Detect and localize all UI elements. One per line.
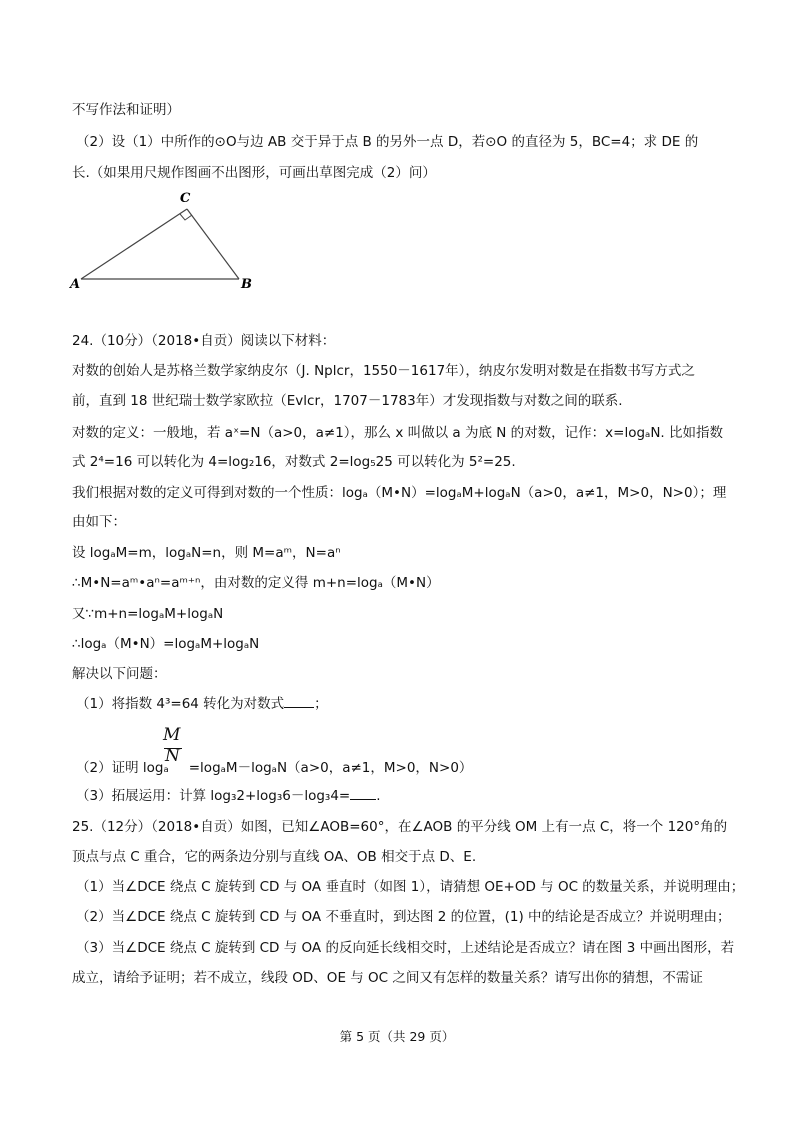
triangle-figure [66, 186, 266, 292]
text-line: 由如下： [72, 514, 126, 530]
subquestion-3 [76, 786, 381, 806]
text-line: 解决以下问题： [72, 666, 167, 682]
subquestion-2-text: =logₐM－logₐN（a>0，a≠1，M>0，N>0） [188, 760, 473, 776]
question-24-heading: 24.（10分）（2018•自贡）阅读以下材料： [72, 333, 336, 349]
subquestion-1-end: ； [314, 696, 328, 712]
text-line: 设 logₐM=m，logₐN=n，则 M=aᵐ，N=aⁿ [72, 545, 341, 561]
text-line: 对数的创始人是苏格兰数学家纳皮尔（J. Nplcr，1550－1617年），纳皮尔发明对数是在指数书写方式之 [72, 363, 695, 379]
text-line: 又∵m+n=logₐM+logₐN [72, 606, 224, 622]
text-line: ∴logₐ（M•N）=logₐM+logₐN [72, 636, 260, 652]
text-line: 成立，请给予证明；若不成立，线段 OD、OE 与 OC 之间又有怎样的数量关系？请写出你的猜想，不需证 [72, 970, 703, 986]
label-c: C [180, 191, 191, 206]
question-25-heading: 25.（12分）（2018•自贡）如图，已知∠AOB=60°，在∠AOB 的平分线 OM 上有一点 C，将一个 120°角的 [72, 819, 728, 835]
text-line: 对数的定义：一般地，若 aˣ=N（a>0，a≠1），那么 x 叫做以 a 为底 N 的对数，记作：x=logₐN. 比如指数 [72, 425, 724, 441]
subquestion-3-text: （3）拓展运用：计算 log₃2+log₃6－log₃4= [76, 788, 351, 804]
text-line: ∴M•N=aᵐ•aⁿ=aᵐ⁺ⁿ，由对数的定义得 m+n=logₐ（M•N） [72, 575, 440, 591]
subquestion-3-end: . [376, 788, 381, 804]
fraction-numerator: M [163, 725, 181, 745]
answer-blank-3[interactable] [350, 787, 376, 800]
text-line: （2）设（1）中所作的⊙O与边 AB 交于异于点 B 的另外一点 D，若⊙O 的直径为 5，BC=4；求 DE 的 [76, 134, 699, 150]
text-line: 不写作法和证明） [72, 102, 180, 118]
fraction-denominator: N [165, 746, 180, 766]
subquestion-1-text: （1）将指数 4³=64 转化为对数式 [76, 696, 285, 712]
text-line: 我们根据对数的定义可得到对数的一个性质：logₐ（M•N）=logₐM+logₐN（a>0，a≠1，M>0，N>0）；理 [72, 485, 727, 501]
subquestion-1 [76, 694, 328, 714]
text-line: （2）当∠DCE 绕点 C 旋转到 CD 与 OA 不垂直时，到达图 2 的位置，(1) 中的结论是否成立？并说明理由； [76, 909, 731, 925]
page-footer: 第 5 页（共 29 页） [339, 1029, 455, 1044]
right-angle-mark [180, 214, 192, 220]
text-line: 式 2⁴=16 可以转化为 4=log₂16，对数式 2=log₅25 可以转化为 5²=25. [72, 454, 516, 470]
subquestion-2-prefix: （2）证明 logₐ [76, 760, 169, 776]
subquestion-2 [76, 758, 472, 778]
text-line: 长.（如果用尺规作图画不出图形，可画出草图完成（2）问） [72, 165, 436, 181]
text-line: （3）当∠DCE 绕点 C 旋转到 CD 与 OA 的反向延长线相交时，上述结论是否成立？请在图 3 中画出图形，若 [76, 940, 735, 956]
text-line: 顶点与点 C 重合，它的两条边分别与直线 OA、OB 相交于点 D、E. [72, 849, 477, 865]
label-b: B [241, 277, 252, 292]
answer-blank-1[interactable] [284, 695, 314, 708]
label-a: A [70, 277, 81, 292]
side-bc [187, 209, 239, 279]
text-line: （1）当∠DCE 绕点 C 旋转到 CD 与 OA 垂直时（如图 1），请猜想 OE+OD 与 OC 的数量关系，并说明理由； [76, 879, 745, 895]
side-ac [81, 209, 187, 279]
text-line: 前，直到 18 世纪瑞士数学家欧拉（Evlcr，1707－1783年）才发现指数与对数之间的联系. [72, 393, 623, 409]
